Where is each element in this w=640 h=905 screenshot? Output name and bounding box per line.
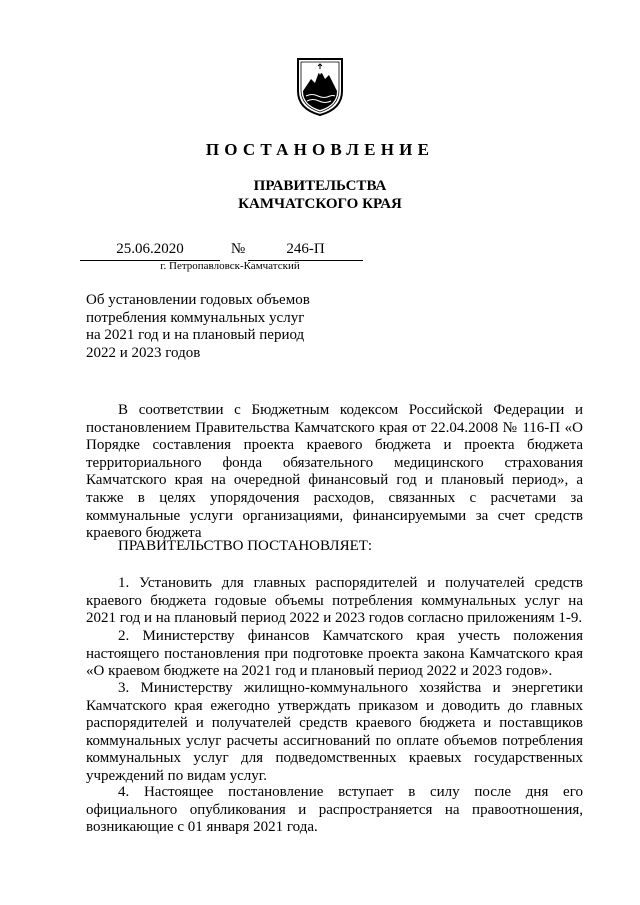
clause-4 bbox=[86, 784, 583, 837]
subject-line: 2022 и 2023 годов bbox=[86, 344, 201, 361]
decree-statement bbox=[86, 538, 583, 556]
issuer-line-1: ПРАВИТЕЛЬСТВА bbox=[253, 178, 387, 194]
clause-3-text: 3. Министерству жилищно-коммунального хозяйства и энергетики Камчатского края ежегодно утверждать приказом и доводить до главных распорядителей и получателей средств краевого бюджета и поставщиков коммунальных услуг расчеты ассигнований по оплате объемов потребления коммунальных услуг для подведомственных краевых государственных учреждений по видам услуг. bbox=[86, 680, 583, 784]
subject-line: потребления коммунальных услуг bbox=[86, 309, 305, 326]
subject-line: Об установлении годовых объемов bbox=[86, 292, 310, 308]
clause-2-text: 2. Министерству финансов Камчатского края учесть положения настоящего постановления при подготовке проекта закона Камчатского края «О краевом бюджете на 2021 год и плановый период 2022 и 2023 годов». bbox=[86, 628, 583, 680]
issuer-heading bbox=[0, 177, 640, 213]
document-subject bbox=[86, 292, 336, 362]
subject-line: на 2021 год и на плановый период bbox=[86, 327, 305, 343]
coat-of-arms-emblem bbox=[295, 55, 345, 117]
document-number: 246-П bbox=[248, 240, 363, 261]
clause-1-text: 1. Установить для главных распорядителей и получателей средств краевого бюджета годовые объемы потребления коммунальных услуг на 2021 год и на плановый период 2022 и 2023 годов согласно приложениям 1-9. bbox=[86, 575, 583, 627]
document-date: 25.06.2020 bbox=[80, 240, 220, 261]
intro-paragraph bbox=[86, 402, 583, 543]
clause-4-text: 4. Настоящее постановление вступает в силу после дня его официального опубликования и распространяется на правоотношения, возникающие с 01 января 2021 года. bbox=[86, 784, 583, 836]
decree-text: ПРАВИТЕЛЬСТВО ПОСТАНОВЛЯЕТ: bbox=[118, 538, 373, 554]
clause-1 bbox=[86, 575, 583, 628]
document-type-heading: ПОСТАНОВЛЕНИЕ bbox=[205, 140, 435, 159]
number-sign: № bbox=[230, 241, 246, 257]
clause-3 bbox=[86, 680, 583, 786]
clause-2 bbox=[86, 628, 583, 681]
intro-text: В соответствии с Бюджетным кодексом Российской Федерации и постановлением Правительства Камчатского края от 22.04.2008 № 116-П «О Порядке составления проекта краевого бюджета и проекта бюджета территориального фонда обязательного медицинского страхования Камчатского края на очередной финансовый год и плановый период», а также в целях упорядочения расходов, связанных с расчетами за коммунальные услуги организациями, финансируемыми за счет средств краевого бюджета bbox=[86, 402, 583, 542]
city-label: г. Петропавловск-Камчатский bbox=[160, 260, 300, 272]
issuer-line-2: КАМЧАТСКОГО КРАЯ bbox=[238, 196, 402, 212]
